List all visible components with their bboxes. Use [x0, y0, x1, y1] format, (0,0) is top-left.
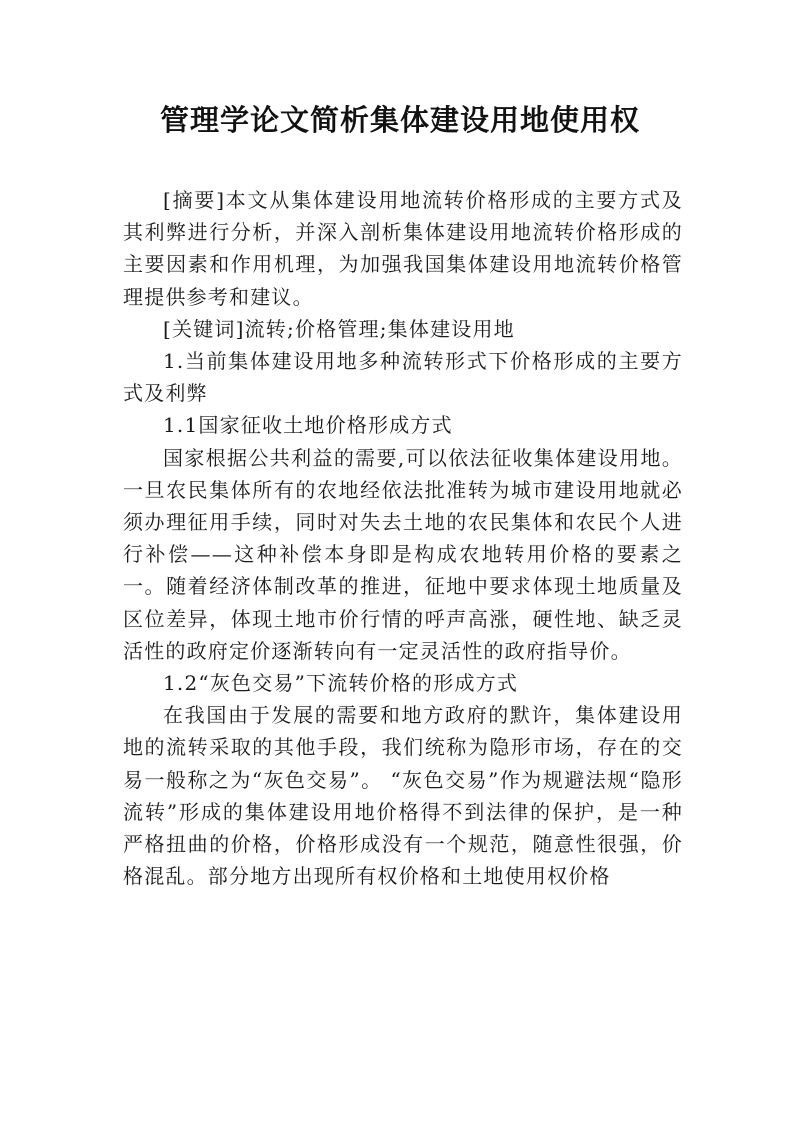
document-title: 管理学论文简析集体建设用地使用权 — [159, 103, 640, 137]
keywords-paragraph: [关键词]流转;价格管理;集体建设用地 — [163, 316, 515, 341]
subsection-heading-1-1: 1.1国家征收土地价格形成方式 — [163, 413, 453, 438]
abstract-paragraph: [摘要]本文从集体建设用地流转价格形成的主要方式及其利弊进行分析，并深入剖析集体建设用地流转价格形成的主要因素和作用机理，为加强我国集体建设用地流转价格管理提供参考和建议。 — [123, 188, 683, 309]
subsection-heading-1-2: 1.2“灰色交易”下流转价格的形成方式 — [163, 671, 519, 696]
document-body — [123, 184, 683, 892]
body-paragraph: 国家根据公共利益的需要,可以依法征收集体建设用地。一旦农民集体所有的农地经依法批准转为城市建设用地就必须办理征用手续，同时对失去土地的农民集体和农民个人进行补偿——这种补偿本身即是构成农地转用价格的要素之一。随着经济体制改革的推进，征地中要求体现土地质量及区位差异，体现土地市价行情的呼声高涨，硬性地、缺乏灵活性的政府定价逐渐转向有一定灵活性的政府指导价。 — [123, 445, 683, 663]
body-paragraph: 在我国由于发展的需要和地方政府的默许，集体建设用地的流转采取的其他手段，我们统称为隐形市场，存在的交易一般称之为“灰色交易”。 “灰色交易”作为规避法规“隐形流转”形成的集体建设用地价格得不到法律的保护，是一种严格扭曲的价格，价格形成没有一个规范，随意性很强，价格混乱。部分地方出现所有权价格和土地使用权价格 — [123, 703, 683, 889]
section-heading-1: 1.当前集体建设用地多种流转形式下价格形成的主要方式及利弊 — [123, 349, 683, 406]
